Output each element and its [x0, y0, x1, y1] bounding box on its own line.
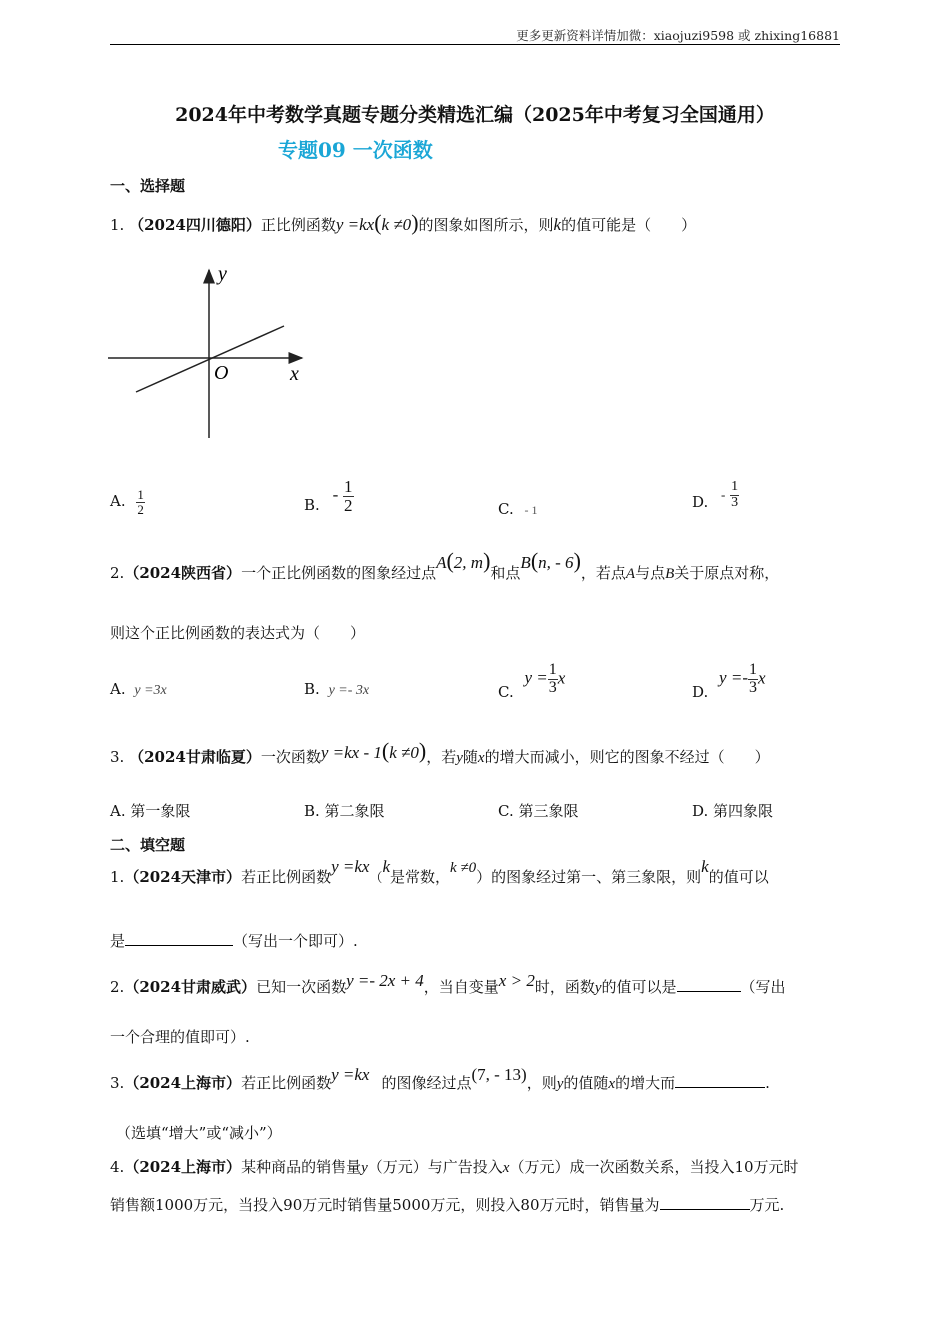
answer-blank[interactable]	[660, 1195, 750, 1210]
question-1: 1. （2024四川德阳）正比例函数y =kx(k ≠0)的图象如图所示，则k的值可能是（ ）	[110, 210, 697, 235]
fraction: $\frac{1}{2}$	[344, 477, 353, 515]
q1-option-a[interactable]: A. $\frac{1}{2}$	[110, 487, 144, 517]
fill-question-3: 3.（2024上海市）若正比例函数y =kx 的图像经过点(7, - 13)，则y的值随x的增大而 .	[110, 1065, 770, 1092]
answer-blank[interactable]	[677, 977, 741, 992]
section-fill-heading: 二、填空题	[110, 836, 186, 854]
question-3: 3. （2024甘肃临夏）一次函数y =kx - 1(k ≠0)，若y随x的增大而减小，则它的图象不经过（ ）	[110, 738, 770, 766]
page-header: 更多更新资料详情加微：xiaojuzi9598 或 zhixing16881	[516, 28, 840, 43]
origin-label: O	[214, 362, 229, 384]
fill-question-1: 1.（2024天津市）若正比例函数y =kx（k是常数，k ≠0）的图象经过第一、第三象限，则k的值可以	[110, 857, 769, 886]
q3-option-a[interactable]: A. 第一象限	[110, 802, 191, 820]
fill-question-2-line2: 一个合理的值即可）.	[110, 1028, 250, 1046]
math-expr: y =kx	[335, 215, 375, 234]
answer-blank[interactable]	[675, 1073, 765, 1088]
q-source: （2024陕西省）	[124, 564, 242, 582]
q3-option-c[interactable]: C. 第三象限	[498, 802, 579, 820]
q2-option-d[interactable]: D. y =- $\frac{1}{3}$ x	[692, 661, 766, 702]
q1-option-d[interactable]: D. - $\frac{1}{3}$	[692, 479, 739, 512]
page-title: 2024年中考数学真题专题分类精选汇编（2025年中考复习全国通用）	[175, 104, 775, 126]
question-2: 2.（2024陕西省）一个正比例函数的图象经过点A(2, m)和点B(n, - 6)，若点A与点B关于原点对称，	[110, 548, 780, 582]
question-2-line2: 则这个正比例函数的表达式为（ ）	[110, 624, 366, 642]
graph-line	[136, 326, 284, 392]
answer-blank[interactable]	[125, 931, 233, 946]
fill-question-4: 4.（2024上海市）某种商品的销售量y（万元）与广告投入x（万元）成一次函数关系，当投入10万元时	[110, 1158, 799, 1176]
q-source: （2024甘肃威武）	[124, 978, 257, 996]
q2-option-a[interactable]: A. y =3x	[110, 680, 167, 698]
q-source: （2024天津市）	[124, 868, 242, 886]
q3-option-d[interactable]: D. 第四象限	[692, 802, 774, 820]
q-source: （2024四川德阳）	[129, 216, 261, 234]
x-label: x	[290, 363, 299, 385]
fraction: $\frac{1}{3}$	[548, 661, 557, 696]
fill-question-2: 2.（2024甘肃威武）已知一次函数y =- 2x + 4，当自变量x > 2时，函数y的值可以是 （写出	[110, 971, 786, 996]
fill-question-4-line2: 销售额1000万元，当投入90万元时销售量5000万元，则投入80万元时，销售量为 万元.	[110, 1196, 785, 1214]
q1-option-c[interactable]: C. - 1	[498, 500, 538, 518]
section-choice-heading: 一、选择题	[110, 177, 186, 195]
fill-question-1-line2: 是 （写出一个即可）.	[110, 932, 358, 950]
q-number: 1.	[110, 216, 125, 234]
topic-subtitle: 专题09 一次函数	[278, 138, 433, 162]
q2-option-c[interactable]: C. y = $\frac{1}{3}$ x	[498, 661, 566, 702]
header-divider	[110, 44, 840, 45]
y-label: y	[218, 263, 227, 285]
fraction: $\frac{1}{3}$	[731, 479, 739, 510]
q-source: （2024上海市）	[124, 1158, 242, 1176]
function-graph	[108, 262, 318, 444]
q3-option-b[interactable]: B. 第二象限	[304, 802, 385, 820]
q-source: （2024甘肃临夏）	[129, 748, 261, 766]
q2-option-b[interactable]: B. y =- 3x	[304, 680, 370, 698]
q-source: （2024上海市）	[124, 1074, 242, 1092]
fraction: $\frac{1}{2}$	[137, 487, 144, 517]
fraction: $\frac{1}{3}$	[748, 661, 757, 696]
q1-option-b[interactable]: B. - $\frac{1}{2}$	[304, 477, 353, 515]
fill-question-3-line2: （选填“增大”或“减小”）	[116, 1124, 282, 1142]
